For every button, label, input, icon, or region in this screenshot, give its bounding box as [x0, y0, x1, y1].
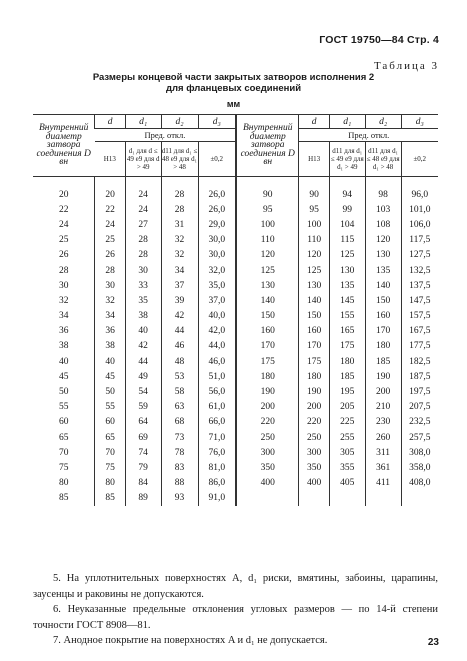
cell-left-d: 80 — [95, 476, 125, 491]
cell-left-d1: 59 — [125, 400, 161, 415]
page-header: ГОСТ 19750—84 Стр. 4 — [319, 34, 439, 46]
dimensions-table — [33, 114, 438, 506]
row-header-right: Внутренний диаметр затвора соединения D вн — [236, 115, 299, 177]
cell-right-d3: 308,0 — [401, 445, 438, 460]
cell-right-d: 110 — [299, 233, 329, 248]
table-row — [33, 415, 438, 430]
cell-right-d2: 311 — [365, 445, 401, 460]
cell-left-d3: 26,0 — [198, 202, 236, 217]
cell-left-d3: 86,0 — [198, 476, 236, 491]
cell-left-d3: 66,0 — [198, 415, 236, 430]
cell-right-d1: 255 — [329, 430, 365, 445]
cell-right-d: 130 — [299, 278, 329, 293]
cell-right-d3: 96,0 — [401, 187, 438, 202]
cell-right-d1: 125 — [329, 248, 365, 263]
cell-right-dvn: 150 — [236, 309, 299, 324]
cell-right-d3: 106,0 — [401, 217, 438, 232]
cell-left-dvn: 26 — [58, 250, 69, 261]
cell-right-dvn: 120 — [236, 248, 299, 263]
cell-right-d1: 355 — [329, 460, 365, 475]
cell-left-d1: 38 — [125, 309, 161, 324]
cell-right-d1: 185 — [329, 369, 365, 384]
cell-left-dvn: 24 — [58, 219, 69, 230]
cell-right-d2: 140 — [365, 278, 401, 293]
cell-left-d1: 44 — [125, 354, 161, 369]
cell-left-dvn: 38 — [58, 341, 69, 352]
cell-right-d1 — [329, 491, 365, 506]
cell-right-d3 — [401, 491, 438, 506]
cell-right-dvn — [236, 491, 299, 506]
cell-left-d: 38 — [95, 339, 125, 354]
cell-right-dvn: 100 — [236, 217, 299, 232]
cell-left-dvn: 80 — [58, 478, 69, 489]
cell-left-d2: 28 — [161, 202, 198, 217]
cell-left-d2: 31 — [161, 217, 198, 232]
cell-right-d: 100 — [299, 217, 329, 232]
cell-left-d2: 58 — [161, 384, 198, 399]
cell-right-dvn: 200 — [236, 400, 299, 415]
cell-right-d: 190 — [299, 384, 329, 399]
cell-right-d1: 130 — [329, 263, 365, 278]
cell-right-dvn: 140 — [236, 293, 299, 308]
col-header-d-right: d — [299, 115, 329, 129]
cell-left-dvn: 55 — [58, 402, 69, 413]
cell-left-d3: 42,0 — [198, 324, 236, 339]
col-header-d1: d₁ — [125, 115, 161, 129]
cell-left-dvn: 22 — [58, 204, 69, 215]
cell-left-d: 32 — [95, 293, 125, 308]
row-header-left: Внутренний диаметр затвора соединения D вн — [33, 115, 95, 177]
cell-right-d1: 155 — [329, 309, 365, 324]
tol-d2-left: d11 для d₁ ≤ 48 e9 для d₁ > 48 — [161, 142, 198, 177]
cell-right-d2: 210 — [365, 400, 401, 415]
table-row — [33, 324, 438, 339]
table-row — [33, 430, 438, 445]
tol-pm-left: ±0,2 — [198, 142, 236, 177]
cell-left-d1: 54 — [125, 384, 161, 399]
cell-left-d1: 84 — [125, 476, 161, 491]
cell-left-d3: 29,0 — [198, 217, 236, 232]
cell-left-d2: 48 — [161, 354, 198, 369]
tol-d1-right: d11 для d₁ ≤ 49 e9 для d₁ > 49 — [329, 142, 365, 177]
tol-h13-left: Н13 — [95, 142, 125, 177]
cell-left-d2: 88 — [161, 476, 198, 491]
cell-left-d: 20 — [95, 187, 125, 202]
table-title — [0, 72, 467, 94]
cell-left-d1: 49 — [125, 369, 161, 384]
cell-right-d: 120 — [299, 248, 329, 263]
cell-right-d3: 408,0 — [401, 476, 438, 491]
cell-right-d1: 225 — [329, 415, 365, 430]
cell-right-d1: 135 — [329, 278, 365, 293]
deviation-label-right: Пред. откл. — [299, 129, 438, 142]
cell-left-d: 28 — [95, 263, 125, 278]
cell-right-d: 125 — [299, 263, 329, 278]
cell-left-dvn: 36 — [58, 326, 69, 337]
cell-right-dvn: 90 — [236, 187, 299, 202]
cell-left-d3: 76,0 — [198, 445, 236, 460]
cell-left-d1: 27 — [125, 217, 161, 232]
cell-left-d3: 51,0 — [198, 369, 236, 384]
cell-left-d: 45 — [95, 369, 125, 384]
cell-left-dvn: 25 — [58, 235, 69, 246]
cell-right-d: 95 — [299, 202, 329, 217]
cell-left-d1: 64 — [125, 415, 161, 430]
cell-left-dvn: 20 — [58, 189, 69, 200]
cell-left-d1: 89 — [125, 491, 161, 506]
cell-left-dvn: 75 — [58, 462, 69, 473]
cell-left-d2: 53 — [161, 369, 198, 384]
cell-right-d: 250 — [299, 430, 329, 445]
note-6: 6. Неуказанные предельные отклонения угловых размеров — по 14-й степени точности ГОСТ 8908—81. — [33, 604, 438, 631]
cell-left-d1: 24 — [125, 187, 161, 202]
cell-right-d: 140 — [299, 293, 329, 308]
cell-right-dvn: 300 — [236, 445, 299, 460]
cell-left-d2: 93 — [161, 491, 198, 506]
col-header-d2: d₂ — [161, 115, 198, 129]
cell-right-d: 90 — [299, 187, 329, 202]
cell-right-dvn: 175 — [236, 354, 299, 369]
cell-right-dvn: 350 — [236, 460, 299, 475]
cell-right-d2: 230 — [365, 415, 401, 430]
cell-right-d2: 411 — [365, 476, 401, 491]
cell-right-d1: 165 — [329, 324, 365, 339]
cell-right-d3: 167,5 — [401, 324, 438, 339]
cell-left-dvn: 34 — [58, 311, 69, 322]
cell-left-d: 22 — [95, 202, 125, 217]
cell-left-d2: 34 — [161, 263, 198, 278]
table-row — [33, 460, 438, 475]
cell-left-d1: 30 — [125, 263, 161, 278]
col-header-d2-right: d₂ — [365, 115, 401, 129]
table-row — [33, 400, 438, 415]
cell-left-d: 40 — [95, 354, 125, 369]
cell-right-d1: 99 — [329, 202, 365, 217]
cell-right-d: 350 — [299, 460, 329, 475]
deviation-label-left: Пред. откл. — [95, 129, 236, 142]
cell-left-dvn: 40 — [58, 356, 69, 367]
table-row — [33, 187, 438, 202]
cell-right-d: 180 — [299, 369, 329, 384]
cell-left-d2: 39 — [161, 293, 198, 308]
cell-right-d2: 150 — [365, 293, 401, 308]
cell-left-d1: 40 — [125, 324, 161, 339]
cell-right-d2: 120 — [365, 233, 401, 248]
cell-left-d2: 83 — [161, 460, 198, 475]
cell-left-dvn: 85 — [58, 493, 69, 504]
table-row — [33, 384, 438, 399]
spacer-row — [33, 177, 438, 188]
cell-left-d1: 24 — [125, 202, 161, 217]
cell-right-d3: 182,5 — [401, 354, 438, 369]
cell-right-d2: 185 — [365, 354, 401, 369]
cell-right-d1: 195 — [329, 384, 365, 399]
tol-d1-left: d₁ для d ≤ 49 e9 для d > 49 — [125, 142, 161, 177]
cell-right-dvn: 400 — [236, 476, 299, 491]
table-row — [33, 202, 438, 217]
cell-right-d3: 232,5 — [401, 415, 438, 430]
cell-left-d2: 46 — [161, 339, 198, 354]
cell-right-d1: 145 — [329, 293, 365, 308]
cell-right-dvn: 250 — [236, 430, 299, 445]
table-row — [33, 491, 438, 506]
cell-left-dvn: 70 — [58, 447, 69, 458]
cell-right-d3: 137,5 — [401, 278, 438, 293]
cell-left-d1: 42 — [125, 339, 161, 354]
cell-right-d2: 190 — [365, 369, 401, 384]
cell-right-d2: 170 — [365, 324, 401, 339]
cell-left-dvn: 65 — [58, 432, 69, 443]
cell-right-d1: 205 — [329, 400, 365, 415]
cell-right-dvn: 95 — [236, 202, 299, 217]
cell-right-d: 150 — [299, 309, 329, 324]
table-row — [33, 354, 438, 369]
cell-left-d3: 37,0 — [198, 293, 236, 308]
cell-left-d: 30 — [95, 278, 125, 293]
cell-left-d2: 68 — [161, 415, 198, 430]
cell-left-d3: 56,0 — [198, 384, 236, 399]
cell-right-d2: 200 — [365, 384, 401, 399]
cell-right-d3: 358,0 — [401, 460, 438, 475]
cell-left-d: 24 — [95, 217, 125, 232]
cell-left-d1: 69 — [125, 430, 161, 445]
table-row — [33, 445, 438, 460]
cell-right-d3: 132,5 — [401, 263, 438, 278]
table-title-line2: для фланцевых соединений — [165, 83, 302, 94]
table-row — [33, 476, 438, 491]
cell-right-d2: 361 — [365, 460, 401, 475]
cell-left-d3: 91,0 — [198, 491, 236, 506]
cell-right-d2: 135 — [365, 263, 401, 278]
cell-right-d1: 104 — [329, 217, 365, 232]
cell-left-d2: 37 — [161, 278, 198, 293]
cell-left-d2: 32 — [161, 248, 198, 263]
cell-right-d2: 103 — [365, 202, 401, 217]
cell-left-d1: 28 — [125, 248, 161, 263]
cell-left-dvn: 30 — [58, 280, 69, 291]
cell-left-d: 26 — [95, 248, 125, 263]
cell-right-d2: 260 — [365, 430, 401, 445]
cell-left-d3: 44,0 — [198, 339, 236, 354]
cell-right-d2 — [365, 491, 401, 506]
cell-left-d2: 63 — [161, 400, 198, 415]
note-5: 5. На уплотнительных поверхностях A, d₁ риски, вмятины, забоины, царапины, заусенцы и раковины не допускаются. — [33, 573, 438, 600]
cell-left-dvn: 45 — [58, 371, 69, 382]
cell-right-dvn: 125 — [236, 263, 299, 278]
cell-left-d1: 33 — [125, 278, 161, 293]
cell-left-d: 34 — [95, 309, 125, 324]
cell-left-d2: 73 — [161, 430, 198, 445]
cell-right-d3: 117,5 — [401, 233, 438, 248]
tol-d2-right: d11 для d₁ ≤ 48 e9 для d₁ > 48 — [365, 142, 401, 177]
cell-left-d: 36 — [95, 324, 125, 339]
table-row — [33, 233, 438, 248]
cell-right-d2: 180 — [365, 339, 401, 354]
cell-left-d: 65 — [95, 430, 125, 445]
table-row — [33, 217, 438, 232]
table-row — [33, 369, 438, 384]
cell-right-d3: 127,5 — [401, 248, 438, 263]
cell-right-d1: 405 — [329, 476, 365, 491]
table-unit: мм — [226, 99, 241, 109]
cell-left-d1: 35 — [125, 293, 161, 308]
cell-right-d3: 197,5 — [401, 384, 438, 399]
cell-left-d3: 46,0 — [198, 354, 236, 369]
col-header-d3: d₃ — [198, 115, 236, 129]
col-header-d: d — [95, 115, 125, 129]
cell-left-d: 75 — [95, 460, 125, 475]
cell-right-d2: 130 — [365, 248, 401, 263]
cell-left-d3: 26,0 — [198, 187, 236, 202]
cell-left-d: 50 — [95, 384, 125, 399]
cell-right-dvn: 190 — [236, 384, 299, 399]
cell-right-dvn: 160 — [236, 324, 299, 339]
table-row — [33, 293, 438, 308]
cell-left-d3: 30,0 — [198, 248, 236, 263]
cell-left-d3: 32,0 — [198, 263, 236, 278]
cell-left-d2: 44 — [161, 324, 198, 339]
cell-right-d3: 207,5 — [401, 400, 438, 415]
cell-right-dvn: 220 — [236, 415, 299, 430]
cell-right-dvn: 170 — [236, 339, 299, 354]
cell-right-d1: 94 — [329, 187, 365, 202]
cell-right-d3: 177,5 — [401, 339, 438, 354]
cell-left-d3: 61,0 — [198, 400, 236, 415]
cell-right-d2: 108 — [365, 217, 401, 232]
cell-right-d3: 157,5 — [401, 309, 438, 324]
cell-left-d2: 32 — [161, 233, 198, 248]
cell-left-d3: 81,0 — [198, 460, 236, 475]
table-row — [33, 309, 438, 324]
cell-left-d1: 79 — [125, 460, 161, 475]
cell-left-d1: 74 — [125, 445, 161, 460]
cell-left-dvn: 32 — [58, 295, 69, 306]
cell-left-d1: 28 — [125, 233, 161, 248]
cell-right-dvn: 130 — [236, 278, 299, 293]
table-body — [33, 177, 438, 506]
cell-right-d1: 180 — [329, 354, 365, 369]
cell-right-d2: 98 — [365, 187, 401, 202]
cell-left-d: 60 — [95, 415, 125, 430]
cell-right-d3: 257,5 — [401, 430, 438, 445]
cell-left-d: 70 — [95, 445, 125, 460]
col-header-d3-right: d₃ — [401, 115, 438, 129]
notes — [33, 571, 438, 649]
table-row — [33, 248, 438, 263]
cell-left-dvn: 28 — [58, 265, 69, 276]
cell-right-dvn: 110 — [236, 233, 299, 248]
cell-right-d: 220 — [299, 415, 329, 430]
cell-left-d2: 78 — [161, 445, 198, 460]
cell-left-d2: 28 — [161, 187, 198, 202]
cell-right-d: 170 — [299, 339, 329, 354]
cell-right-d: 200 — [299, 400, 329, 415]
cell-left-d2: 42 — [161, 309, 198, 324]
table-label: Таблица 3 — [373, 60, 439, 72]
cell-right-d3: 101,0 — [401, 202, 438, 217]
page-number: 23 — [427, 637, 439, 648]
cell-right-d3: 147,5 — [401, 293, 438, 308]
table-row — [33, 278, 438, 293]
cell-left-dvn: 50 — [58, 387, 69, 398]
cell-left-d3: 40,0 — [198, 309, 236, 324]
table-row — [33, 263, 438, 278]
cell-right-d1: 115 — [329, 233, 365, 248]
tol-pm-right: ±0,2 — [401, 142, 438, 177]
cell-right-d1: 305 — [329, 445, 365, 460]
cell-left-d3: 30,0 — [198, 233, 236, 248]
table-row — [33, 339, 438, 354]
cell-right-d: 300 — [299, 445, 329, 460]
cell-left-d: 55 — [95, 400, 125, 415]
cell-right-d3: 187,5 — [401, 369, 438, 384]
table-title-line1: Размеры концевой части закрытых затворов исполнения 2 — [92, 72, 375, 83]
cell-left-d3: 71,0 — [198, 430, 236, 445]
col-header-d1-right: d₁ — [329, 115, 365, 129]
tol-h13-right: Н13 — [299, 142, 329, 177]
cell-right-d: 400 — [299, 476, 329, 491]
cell-right-dvn: 180 — [236, 369, 299, 384]
cell-left-dvn: 60 — [58, 417, 69, 428]
cell-right-d: 160 — [299, 324, 329, 339]
cell-left-d: 85 — [95, 491, 125, 506]
cell-right-d: 175 — [299, 354, 329, 369]
note-7: 7. Анодное покрытие на поверхностях A и d₁ не допускается. — [53, 635, 328, 646]
cell-right-d2: 160 — [365, 309, 401, 324]
cell-right-d1: 175 — [329, 339, 365, 354]
cell-left-d: 25 — [95, 233, 125, 248]
cell-right-d — [299, 491, 329, 506]
cell-left-d3: 35,0 — [198, 278, 236, 293]
